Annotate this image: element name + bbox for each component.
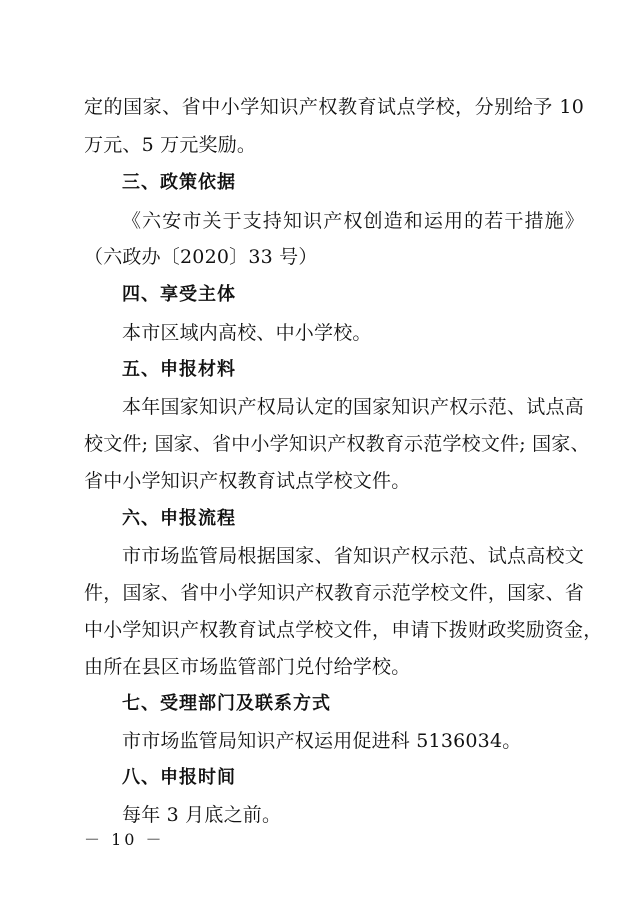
body-line: 《六安市关于支持知识产权创造和运用的若干措施》 [122, 210, 584, 232]
section-heading-materials: 五、申报材料 [122, 359, 236, 380]
body-line: 校文件; 国家、省中小学知识产权教育示范学校文件; 国家、 [84, 433, 590, 455]
body-line: 本年国家知识产权局认定的国家知识产权示范、试点高 [122, 396, 584, 418]
section-heading-deadline: 八、申报时间 [122, 767, 236, 788]
section-heading-process: 六、申报流程 [122, 508, 236, 529]
body-line: 每年 3 月底之前。 [122, 804, 282, 826]
section-heading-policy-basis: 三、政策依据 [122, 172, 236, 193]
body-line: 市市场监管局根据国家、省知识产权示范、试点高校文 [122, 545, 584, 567]
body-line: 定的国家、省中小学知识产权教育试点学校，分别给予 10 [84, 96, 584, 118]
body-line: 中小学知识产权教育试点学校文件，申请下拨财政奖励资金， [84, 619, 603, 641]
section-heading-beneficiary: 四、享受主体 [122, 284, 236, 305]
page-number: － 10 － [84, 830, 165, 849]
body-line: 由所在县区市场监管部门兑付给学校。 [84, 656, 411, 678]
body-line: 市市场监管局知识产权运用促进科 5136034。 [122, 730, 522, 752]
body-line: 万元、5 万元奖励。 [84, 134, 257, 156]
body-line: （六政办〔2020〕33 号） [84, 246, 318, 268]
section-heading-contact: 七、受理部门及联系方式 [122, 693, 331, 714]
body-line: 本市区域内高校、中小学校。 [122, 322, 372, 344]
body-line: 件，国家、省中小学知识产权教育示范学校文件，国家、省 [84, 582, 584, 604]
body-line: 省中小学知识产权教育试点学校文件。 [84, 470, 411, 492]
